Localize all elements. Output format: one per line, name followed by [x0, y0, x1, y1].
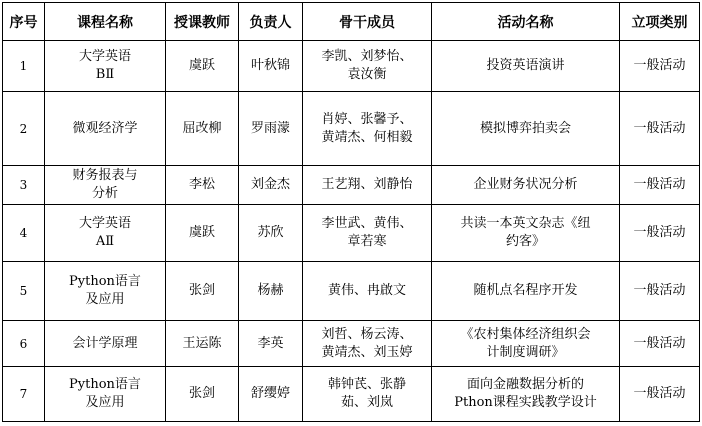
header-no: 序号 — [3, 3, 45, 41]
activity-table-container — [2, 2, 700, 422]
cell-activity: 投资英语演讲 — [432, 41, 620, 92]
table-row — [3, 92, 700, 166]
cell-leader: 苏欣 — [239, 205, 303, 262]
table-header-row — [3, 3, 700, 41]
header-leader: 负责人 — [239, 3, 303, 41]
cell-leader: 刘金杰 — [239, 166, 303, 205]
cell-category: 一般活动 — [620, 41, 700, 92]
cell-teacher: 张剑 — [166, 367, 239, 422]
cell-leader: 舒缨婷 — [239, 367, 303, 422]
table-row — [3, 166, 700, 205]
cell-category: 一般活动 — [620, 166, 700, 205]
table-row — [3, 41, 700, 92]
table-row — [3, 367, 700, 422]
cell-members: 韩钟芪、张静 茹、刘岚 — [303, 367, 432, 422]
cell-members: 王艺翔、刘静怡 — [303, 166, 432, 205]
cell-members: 李凯、刘梦怡、 袁汝衡 — [303, 41, 432, 92]
cell-teacher: 李松 — [166, 166, 239, 205]
cell-activity: 模拟博弈拍卖会 — [432, 92, 620, 166]
table-row — [3, 321, 700, 367]
cell-category: 一般活动 — [620, 321, 700, 367]
header-members: 骨干成员 — [303, 3, 432, 41]
cell-teacher: 屈改柳 — [166, 92, 239, 166]
cell-course: 财务报表与 分析 — [45, 166, 166, 205]
cell-no: 4 — [3, 205, 45, 262]
cell-teacher: 虞跃 — [166, 205, 239, 262]
activity-table — [2, 2, 700, 422]
cell-teacher: 张剑 — [166, 262, 239, 321]
cell-course: Python语言 及应用 — [45, 367, 166, 422]
cell-category: 一般活动 — [620, 367, 700, 422]
cell-members: 黄伟、冉啟文 — [303, 262, 432, 321]
cell-no: 2 — [3, 92, 45, 166]
cell-course: 会计学原理 — [45, 321, 166, 367]
cell-activity: 面向金融数据分析的 Pthon课程实践教学设计 — [432, 367, 620, 422]
cell-category: 一般活动 — [620, 262, 700, 321]
cell-activity: 《农村集体经济组织会 计制度调研》 — [432, 321, 620, 367]
cell-no: 7 — [3, 367, 45, 422]
cell-leader: 叶秋锦 — [239, 41, 303, 92]
cell-members: 肖婷、张馨予、 黄靖杰、何相毅 — [303, 92, 432, 166]
table-row — [3, 205, 700, 262]
cell-no: 3 — [3, 166, 45, 205]
header-activity: 活动名称 — [432, 3, 620, 41]
cell-activity: 共读一本英文杂志《纽 约客》 — [432, 205, 620, 262]
table-row — [3, 262, 700, 321]
header-category: 立项类别 — [620, 3, 700, 41]
header-teacher: 授课教师 — [166, 3, 239, 41]
cell-course: 大学英语 BⅡ — [45, 41, 166, 92]
cell-members: 刘哲、杨云涛、 黄靖杰、刘玉婷 — [303, 321, 432, 367]
cell-members: 李世武、黄伟、 章若寒 — [303, 205, 432, 262]
cell-category: 一般活动 — [620, 92, 700, 166]
cell-no: 6 — [3, 321, 45, 367]
cell-no: 1 — [3, 41, 45, 92]
cell-leader: 罗雨濛 — [239, 92, 303, 166]
cell-leader: 李英 — [239, 321, 303, 367]
cell-teacher: 虞跃 — [166, 41, 239, 92]
cell-course: Python语言 及应用 — [45, 262, 166, 321]
cell-teacher: 王运陈 — [166, 321, 239, 367]
cell-course: 微观经济学 — [45, 92, 166, 166]
cell-category: 一般活动 — [620, 205, 700, 262]
header-course: 课程名称 — [45, 3, 166, 41]
cell-course: 大学英语 AⅡ — [45, 205, 166, 262]
cell-leader: 杨赫 — [239, 262, 303, 321]
cell-activity: 企业财务状况分析 — [432, 166, 620, 205]
cell-no: 5 — [3, 262, 45, 321]
cell-activity: 随机点名程序开发 — [432, 262, 620, 321]
